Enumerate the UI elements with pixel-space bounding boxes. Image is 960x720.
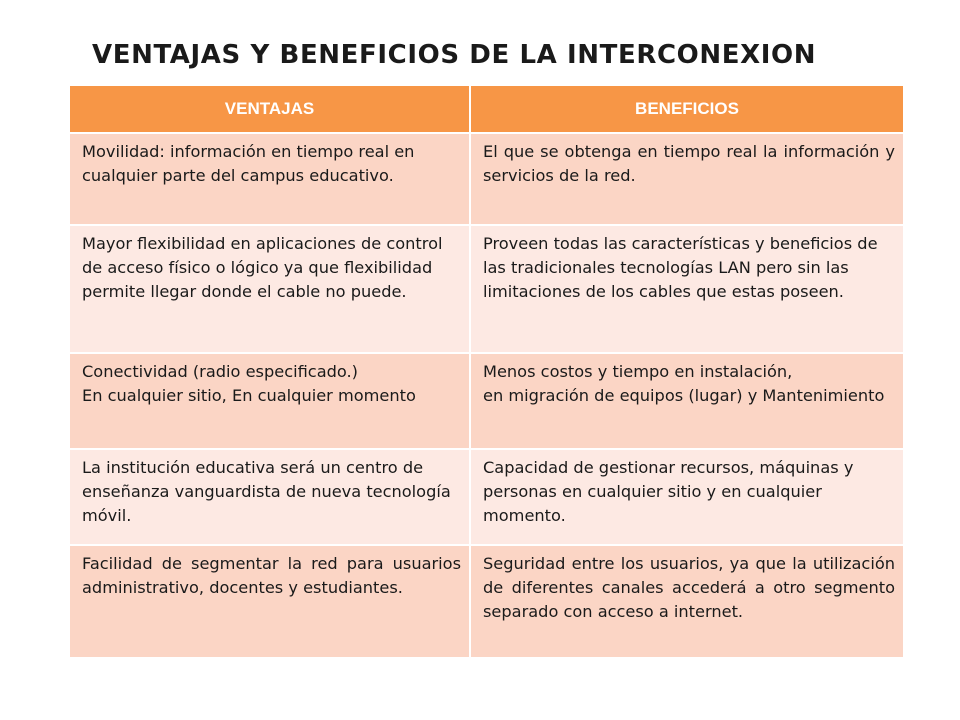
- ventaja-cell: Facilidad de segmentar la red para usuarios administrativo, docentes y estudiantes.: [70, 545, 470, 657]
- ventaja-line: Conectividad (radio especificado.): [82, 362, 358, 381]
- ventaja-line: En cualquier sitio, En cualquier momento: [82, 386, 416, 405]
- ventaja-cell: Mayor flexibilidad en aplicaciones de control de acceso físico o lógico ya que flexibilidad permite llegar donde el cable no puede.: [70, 225, 470, 353]
- beneficio-line: en migración de equipos (lugar) y Mantenimiento: [483, 386, 885, 405]
- header-ventajas: VENTAJAS: [70, 86, 470, 133]
- beneficio-line: Menos costos y tiempo en instalación,: [483, 362, 793, 381]
- table-row: [70, 225, 903, 353]
- beneficio-cell: El que se obtenga en tiempo real la información y servicios de la red.: [470, 133, 903, 225]
- beneficio-cell: Proveen todas las características y beneficios de las tradicionales tecnologías LAN pero sin las limitaciones de los cables que estas poseen.: [470, 225, 903, 353]
- ventaja-cell: Movilidad: información en tiempo real en cualquier parte del campus educativo.: [70, 133, 470, 225]
- table-row: [70, 133, 903, 225]
- header-beneficios: BENEFICIOS: [470, 86, 903, 133]
- ventaja-cell: La institución educativa será un centro de enseñanza vanguardista de nueva tecnología móvil.: [70, 449, 470, 545]
- page-title: VENTAJAS Y BENEFICIOS DE LA INTERCONEXION: [92, 40, 817, 70]
- comparison-table-container: [70, 86, 903, 657]
- table-header-row: [70, 86, 903, 133]
- beneficio-cell: Seguridad entre los usuarios, ya que la utilización de diferentes canales accederá a otro segmento separado con acceso a internet.: [470, 545, 903, 657]
- table-row: [70, 449, 903, 545]
- ventaja-cell: [70, 353, 470, 449]
- table-row: [70, 545, 903, 657]
- table-row: [70, 353, 903, 449]
- beneficio-cell: Capacidad de gestionar recursos, máquinas y personas en cualquier sitio y en cualquier momento.: [470, 449, 903, 545]
- comparison-table: [70, 86, 903, 657]
- beneficio-cell: [470, 353, 903, 449]
